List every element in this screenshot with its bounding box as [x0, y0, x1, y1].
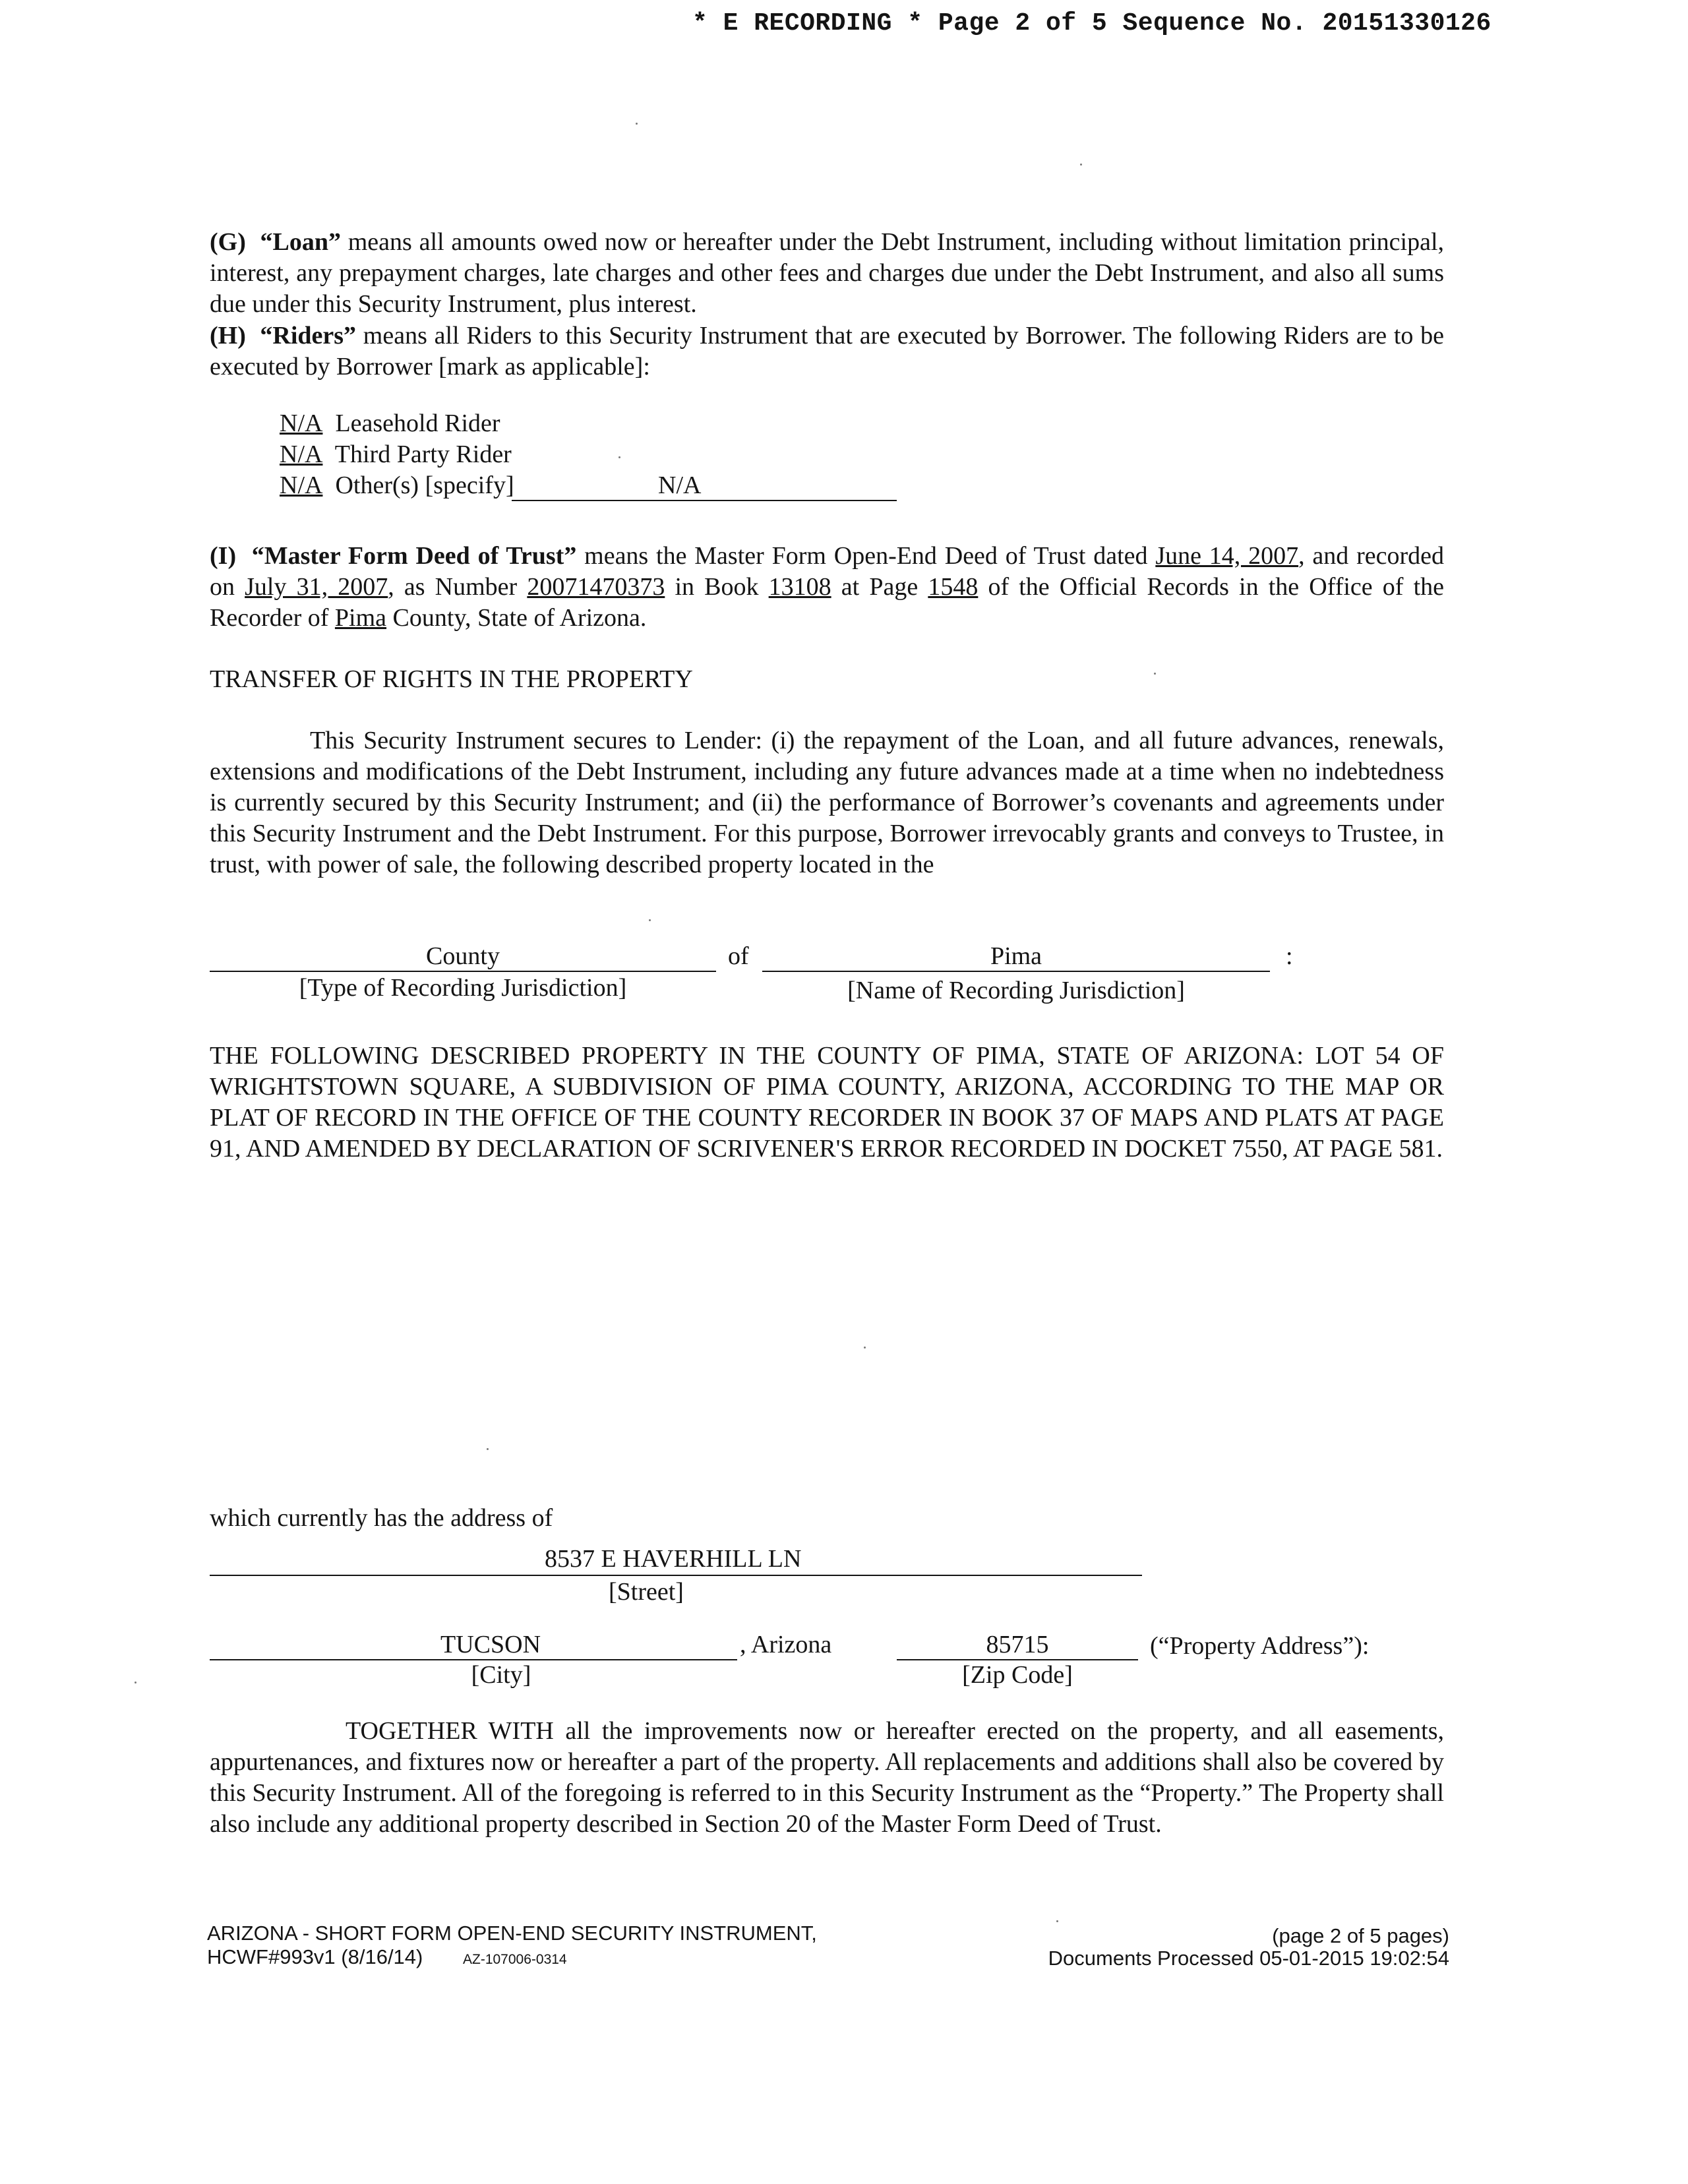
city-label: [City] — [471, 1661, 531, 1689]
book-number: 13108 — [768, 573, 831, 601]
street-line — [210, 1575, 1142, 1576]
section-h-term: “Riders” — [260, 322, 357, 349]
together-paragraph: TOGETHER WITH all the improvements now or hereafter erected on the property, and all easements, appurtenances, and fixtures now or hereafter a part of the property. All replacements and additions shall also be covered by this Security Instrument. All of the foregoing is referred to in this Security Instrument as the “Property.” The Property shall also include any additional property described in Section 20 of the Master Form Deed of Trust. — [210, 1717, 1444, 1838]
section-h-paragraph — [210, 320, 1444, 382]
jurisdiction-name-value: Pima — [990, 942, 1042, 970]
rider-name: Other(s) [specify] — [335, 471, 514, 499]
jurisdiction-type-value: County — [426, 942, 500, 970]
rider-third-party — [280, 440, 512, 469]
scan-speck — [135, 1682, 136, 1684]
scan-speck — [1154, 673, 1156, 675]
page-number: 1548 — [928, 573, 979, 601]
scan-speck — [618, 456, 620, 458]
street-value: 8537 E HAVERHILL LN — [545, 1545, 802, 1573]
property-address-text: (“Property Address”): — [1150, 1632, 1370, 1660]
scan-speck — [649, 919, 651, 921]
rider-specify-value: N/A — [658, 471, 702, 499]
zip-label: [Zip Code] — [962, 1661, 1073, 1689]
recorder-county: Pima — [334, 604, 387, 632]
jurisdiction-name-label: [Name of Recording Jurisdiction] — [847, 977, 1185, 1004]
transfer-paragraph: This Security Instrument secures to Lender: (i) the repayment of the Loan, and all future advances, renewals, extensions and modifications of the Debt Instrument, including any future advances made at a time when no indebtedness is currently secured by this Security Instrument; and (ii) the performance of Borrower’s covenants and agreements under this Security Instrument and the Debt Instrument. For this purpose, Borrower irrevocably grants and conveys to Trustee, in trust, with power of sale, the following described property located in the — [210, 727, 1444, 878]
scan-speck — [1056, 1920, 1058, 1922]
scan-speck — [1080, 164, 1082, 166]
section-i-text: at Page — [831, 573, 928, 601]
jurisdiction-type-line — [210, 971, 716, 972]
section-i-text: of the Official Records in the Office of the Recorder of — [210, 573, 1444, 632]
section-i-label: (I) — [210, 542, 237, 570]
footer-form-title: ARIZONA - SHORT FORM OPEN-END SECURITY INSTRUMENT, — [207, 1922, 817, 1945]
city-value: TUCSON — [440, 1631, 541, 1658]
street-label: [Street] — [609, 1578, 684, 1606]
section-h-text: means all Riders to this Security Instrument that are executed by Borrower. The following Riders are to be executed by Borrower [mark as applicable]: — [210, 322, 1445, 380]
section-i-text: means the Master Form Open-End Deed of Trust dated — [576, 542, 1156, 570]
state-text: , Arizona — [740, 1631, 832, 1658]
section-g-term: “Loan” — [260, 228, 341, 256]
section-i-text: , and recorded on — [210, 542, 1444, 601]
section-i-paragraph — [210, 541, 1444, 634]
rider-name: Third Party Rider — [334, 440, 512, 468]
footer-form-code: AZ-107006-0314 — [463, 1952, 567, 1967]
section-i-text: County, State of Arizona. — [386, 604, 647, 632]
scan-speck — [636, 123, 638, 125]
jurisdiction-of-text: of — [728, 942, 749, 970]
section-g-label: (G) — [210, 228, 246, 256]
footer-processed: Documents Processed 05-01-2015 19:02:54 — [1048, 1947, 1449, 1970]
footer-page-info: (page 2 of 5 pages) — [1272, 1924, 1449, 1947]
deed-date: June 14, 2007 — [1155, 542, 1299, 570]
rider-other — [280, 471, 514, 500]
scan-speck — [864, 1347, 866, 1349]
recorded-date: July 31, 2007 — [245, 573, 388, 601]
rider-name: Leasehold Rider — [335, 410, 500, 437]
rider-specify-line — [512, 500, 897, 501]
transfer-heading: TRANSFER OF RIGHTS IN THE PROPERTY — [210, 665, 693, 693]
section-g-paragraph — [210, 227, 1444, 320]
rider-mark: N/A — [280, 471, 323, 499]
rider-mark: N/A — [280, 410, 323, 437]
section-g-text: means all amounts owed now or hereafter under the Debt Instrument, including without limitation principal, interest, any prepayment charges, late charges and other fees and charges due under the Debt Instrument, and also all sums due under this Security Instrument, plus interest. — [210, 228, 1445, 318]
section-i-term: “Master Form Deed of Trust” — [251, 542, 577, 570]
section-i-text: in Book — [665, 573, 769, 601]
jurisdiction-colon: : — [1286, 942, 1293, 970]
jurisdiction-name-line — [762, 971, 1270, 972]
footer-form-id: HCWF#993v1 (8/16/14) — [207, 1945, 423, 1968]
address-intro: which currently has the address of — [210, 1504, 553, 1532]
jurisdiction-type-label: [Type of Recording Jurisdiction] — [299, 974, 627, 1002]
footer-form-id-row — [207, 1945, 567, 1972]
zip-value: 85715 — [986, 1631, 1049, 1658]
legal-description: THE FOLLOWING DESCRIBED PROPERTY IN THE COUNTY OF PIMA, STATE OF ARIZONA: LOT 54 OF WRIGHTSTOWN SQUARE, A SUBDIVISION OF PIMA COUNTY, ARIZONA, ACCORDING TO THE MAP OR PLAT OF RECORD IN THE OFFICE OF THE COUNTY RECORDER IN BOOK 37 OF MAPS AND PLATS AT PAGE 91, AND AMENDED BY DECLARATION OF SCRIVENER'S ERROR RECORDED IN DOCKET 7550, AT PAGE 581. — [210, 1042, 1444, 1163]
section-i-text: , as Number — [388, 573, 528, 601]
scan-speck — [487, 1448, 489, 1450]
recording-header: * E RECORDING * Page 2 of 5 Sequence No. 20151330126 — [692, 9, 1492, 38]
rider-leasehold — [280, 409, 500, 438]
rider-mark: N/A — [280, 440, 323, 468]
section-h-label: (H) — [210, 322, 246, 349]
recording-number: 20071470373 — [527, 573, 665, 601]
